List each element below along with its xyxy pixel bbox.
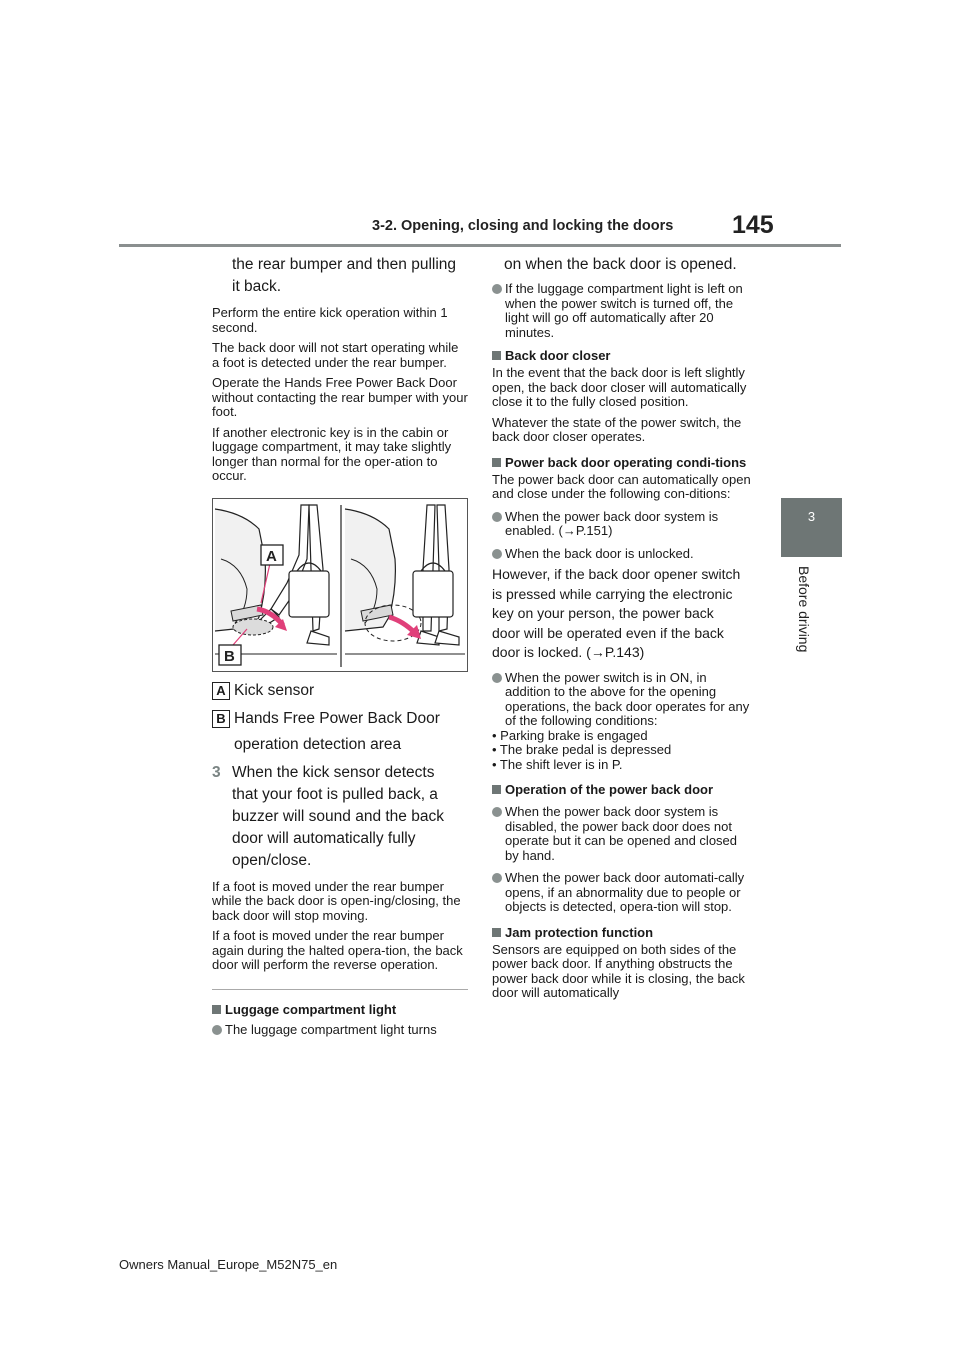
text-line: When the kick sensor detects xyxy=(232,763,435,781)
bullet-dot-icon xyxy=(212,1025,222,1035)
chapter-tab: 3 xyxy=(781,498,842,557)
paragraph: In the event that the back door is left slightly open, the back door closer will automatically close it to the fully closed position. xyxy=(492,365,747,409)
section-title: 3-2. Opening, closing and locking the doors xyxy=(372,218,674,234)
page-number: 145 xyxy=(732,211,774,239)
bullet-dot-icon xyxy=(492,673,502,683)
legend-item-b xyxy=(212,708,468,730)
paragraph: Whatever the state of the power switch, the back door closer operates. xyxy=(492,414,742,444)
kick-sensor-drawing xyxy=(213,499,467,671)
conditions-heading: Power back door operating condi-tions xyxy=(492,455,752,470)
bullet-dot-icon xyxy=(492,512,502,522)
legend-key-a: A xyxy=(212,682,230,700)
list-item: • The brake pedal is depressed xyxy=(492,742,672,757)
text-line: that your foot is pulled back, a xyxy=(232,785,438,803)
text-line: the rear bumper and then pulling xyxy=(232,256,457,273)
bullet-item: If the luggage compartment light is left on when the power switch is turned off, the light will go off automatically after 20 minutes. xyxy=(492,282,752,340)
paragraph: The power back door can automatically open and close under the following con-ditions: xyxy=(492,471,751,501)
bullet-dot-icon xyxy=(492,873,502,883)
list-item: • Parking brake is engaged xyxy=(492,727,648,743)
note-paragraph: If a foot is moved under the rear bumper while the back door is open-ing/closing, the back door will stop moving. xyxy=(212,878,461,923)
section-divider xyxy=(212,989,468,990)
bullet-item: When the power back door system is enabled. (→P.151) xyxy=(492,510,752,539)
luggage-bullet: The luggage compartment light turns xyxy=(212,1023,468,1038)
chapter-label: Before driving xyxy=(796,566,812,653)
heading-square-icon xyxy=(492,928,501,937)
text-line: key on your person, the power back xyxy=(492,605,714,621)
bullet-item: When the back door is unlocked. xyxy=(492,547,752,562)
left-column xyxy=(212,254,468,1037)
note-paragraph: If another electronic key is in the cabin or luggage compartment, it may take slightly longer than normal for the oper-ation to occur. xyxy=(212,424,452,483)
legend-text-a: Kick sensor xyxy=(234,681,315,699)
text-line: it back. xyxy=(232,278,282,295)
bullet-dot-icon xyxy=(492,807,502,817)
footer-text: Owners Manual_Europe_M52N75_en xyxy=(119,1257,338,1272)
heading-square-icon xyxy=(492,458,501,467)
jam-heading: Jam protection function xyxy=(492,925,752,940)
note-paragraph: The back door will not start operating while a foot is detected under the rear bumper. xyxy=(212,340,459,370)
callout-a: A xyxy=(266,547,277,565)
closer-heading: Back door closer xyxy=(492,348,752,363)
heading-square-icon xyxy=(212,1005,221,1014)
paragraph xyxy=(492,565,752,663)
kick-sensor-illustration xyxy=(212,498,468,672)
legend-text-b-cont: operation detection area xyxy=(234,735,402,753)
step-continuation xyxy=(212,254,468,298)
operation-heading: Operation of the power back door xyxy=(492,782,752,797)
header-rule xyxy=(119,244,841,247)
luggage-heading: Luggage compartment light xyxy=(212,1002,468,1017)
legend-item-a xyxy=(212,680,468,702)
text-line: However, if the back door opener switch xyxy=(492,566,741,582)
paragraph: Sensors are equipped on both sides of the power back door. If anything obstructs the power back door while it is closing, the back door will automatically xyxy=(492,941,745,1000)
note-paragraph: Operate the Hands Free Power Back Door without contacting the rear bumper with your foot. xyxy=(212,375,468,419)
step-number: 3 xyxy=(212,763,221,781)
text-line: door will automatically fully xyxy=(232,829,416,847)
legend-key-b: B xyxy=(212,710,230,728)
list-item: • The shift lever is in P. xyxy=(492,756,623,772)
step-3 xyxy=(212,762,468,872)
text-line: buzzer will sound and the back xyxy=(232,807,444,825)
bullet-dot-icon xyxy=(492,284,502,294)
right-column xyxy=(492,254,752,1001)
note-paragraph: If a foot is moved under the rear bumper again during the halted opera-tion, the back door will perform the reverse operation. xyxy=(212,928,463,972)
bullet-item: When the power back door system is disabled, the power back door does not operate but it can be opened and closed by hand. xyxy=(492,805,752,863)
legend-text-b: Hands Free Power Back Door xyxy=(234,709,440,727)
bullet-item: When the power back door automati-cally opens, if an abnormality due to people or objects is detected, opera-tion will stop. xyxy=(492,871,752,915)
bullet-dot-icon xyxy=(492,549,502,559)
text-line: door will be operated even if the back xyxy=(492,624,724,641)
step-continuation: on when the back door is opened. xyxy=(504,256,737,273)
heading-square-icon xyxy=(492,785,501,794)
text-line: door is locked. (→P.143) xyxy=(492,644,645,660)
note-paragraph: Perform the entire kick operation within 1 second. xyxy=(212,305,448,335)
bullet-item: When the power switch is in ON, in addition to the above for the opening operations, the back door operates for any of the following conditions: xyxy=(492,671,752,729)
step-text xyxy=(232,762,444,872)
callout-b: B xyxy=(224,647,235,665)
heading-square-icon xyxy=(492,351,501,360)
text-line: open/close. xyxy=(232,851,312,869)
text-line: is pressed while carrying the electronic xyxy=(492,585,733,602)
